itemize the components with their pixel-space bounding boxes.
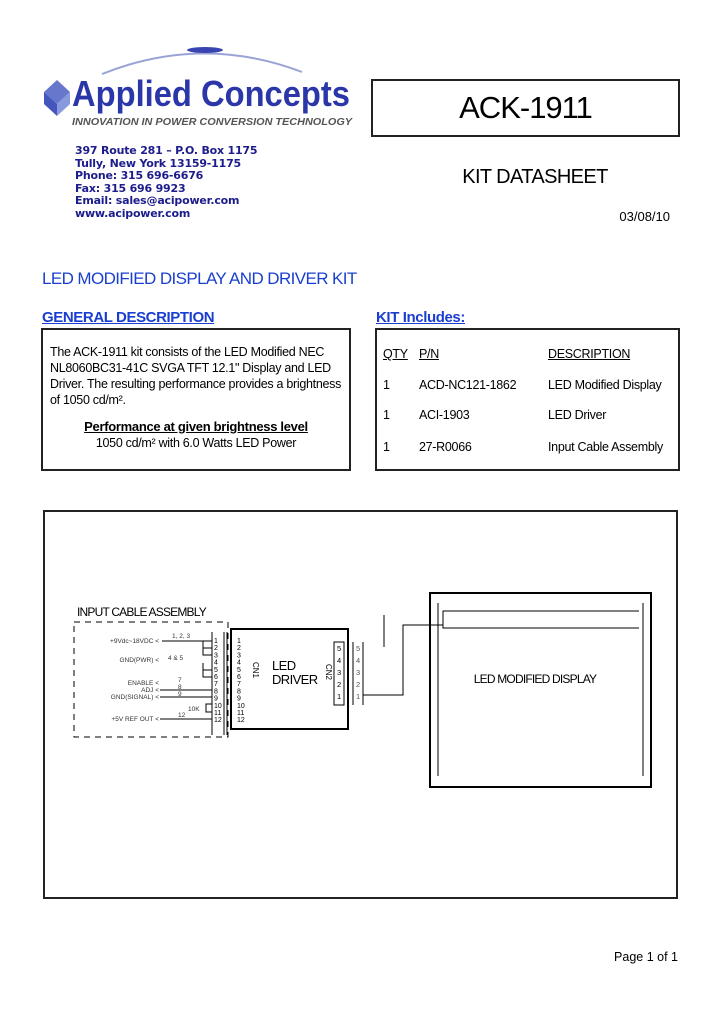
row-1-description: LED Modified Display [548,378,662,392]
pin-group-ref: 12 [178,712,186,719]
cable-pin-4: 4 [214,659,218,667]
email-link[interactable]: Email: sales@acipower.com [75,194,240,207]
cn2-pin-5: 5 [337,644,342,653]
driver-label-line-1: LED [272,658,296,673]
display-cable-pin-4: 4 [356,656,361,665]
cn1-pin-2: 2 [237,645,241,653]
row-2-description: LED Driver [548,408,607,422]
cn1-pin-11: 11 [237,710,245,717]
row-3-description: Input Cable Assembly [548,440,663,454]
display-cable-pin-3: 3 [356,668,361,677]
cn1-pin-8: 8 [237,688,241,696]
cn2-pin-2: 2 [337,680,342,689]
cable-pin-7: 7 [214,681,218,689]
cn1-pin-3: 3 [237,652,241,660]
cable-assembly-title: INPUT CABLE ASSEMBLY [77,605,206,619]
part-number-box [371,79,680,137]
row-3-qty: 1 [383,440,390,454]
cn1-pin-7: 7 [237,681,241,689]
cn1-pin-9: 9 [237,695,241,703]
resistor-label: 10K [188,706,200,713]
column-header-description: DESCRIPTION [548,347,631,361]
performance-heading: Performance at given brightness level [84,419,308,434]
cn2-pin-3: 3 [337,668,342,677]
cable-pin-2: 2 [214,645,218,653]
signal-gnd-pwr: GND(PWR) < [119,657,159,664]
signal-adj: ADJ < [141,687,159,694]
row-2-qty: 1 [383,408,390,422]
column-header-pn: P/N [419,347,439,361]
wiring-diagram [44,511,677,898]
cable-pin-3: 3 [214,652,218,660]
kit-includes-table [375,328,680,471]
row-2-pn: ACI-1903 [419,408,470,422]
signal-gnd-signal: GND(SIGNAL) < [110,694,159,701]
cable-pin-5: 5 [214,666,218,674]
cn1-pin-6: 6 [237,674,241,681]
general-description-box [41,328,351,471]
pin-group-gnd-signal: 9 [178,691,182,698]
general-description-heading: GENERAL DESCRIPTION [42,309,215,326]
signal-enable: ENABLE < [127,680,159,687]
address-line-2: Tully, New York 13159-1175 [75,156,241,170]
description-line-4: of 1050 cd/m². [50,393,126,407]
address-line-1: 397 Route 281 – P.O. Box 1175 [75,144,258,157]
pin-group-power: 1, 2, 3 [172,633,191,640]
driver-label-line-2: DRIVER [272,672,318,687]
cable-pin-1: 1 [214,638,218,645]
cn2-pin-4: 4 [337,656,342,665]
cn2-pin-1: 1 [337,692,342,701]
pin-group-adj: 8 [178,684,182,691]
cn1-pin-1: 1 [237,638,241,645]
cn1-label: CN1 [251,662,260,679]
row-1-qty: 1 [383,378,390,392]
display-label: LED MODIFIED DISPLAY [473,672,597,686]
company-logo [42,44,357,134]
cn2-label: CN2 [324,664,333,681]
cn1-pin-5: 5 [237,666,241,674]
website-link[interactable]: www.acipower.com [75,206,191,220]
kit-includes-heading: KIT Includes: [376,309,465,326]
cable-pin-8: 8 [214,688,218,696]
display-cable-pin-5: 5 [356,644,361,653]
row-1-pn: ACD-NC121-1862 [419,378,517,392]
cable-pin-12: 12 [214,717,222,725]
fax: Fax: 315 696 9923 [75,181,186,195]
page-number: Page 1 of 1 [614,950,678,964]
display-box [430,593,651,787]
cable-pin-9: 9 [214,695,218,703]
description-line-1: The ACK-1911 kit consists of the LED Modified NEC [50,345,325,359]
signal-power: +9Vdc~18VDC < [110,638,159,645]
kit-title: LED MODIFIED DISPLAY AND DRIVER KIT [42,269,357,288]
doc-date: 03/08/10 [619,209,670,224]
row-3-pn: 27-R0066 [419,440,472,454]
phone: Phone: 315 696-6676 [75,169,204,182]
column-header-qty: QTY [383,347,408,361]
cable-pin-10: 10 [214,702,222,710]
display-cable-pin-2: 2 [356,680,361,689]
pin-group-gnd: 4 & 5 [168,655,184,662]
doc-type: KIT DATASHEET [462,166,608,188]
part-number: ACK-1911 [459,90,592,125]
pin-group-enable: 7 [178,677,182,684]
cn1-pin-4: 4 [237,659,241,667]
description-line-3: Driver. The resulting performance provides a brightness [50,377,342,391]
display-cable-pin-1: 1 [356,692,361,701]
signal-5v-ref: +5V REF OUT < [111,716,159,723]
logo-wordmark: Applied Concepts [72,73,350,114]
logo-tagline: INNOVATION IN POWER CONVERSION TECHNOLOGY [72,116,354,128]
cn1-pin-12: 12 [237,717,245,725]
cable-pin-11: 11 [214,710,222,717]
cn1-pin-10: 10 [237,702,245,710]
cable-pin-6: 6 [214,674,218,681]
description-line-2: NL8060BC31-41C SVGA TFT 12.1" Display and LED [50,361,331,375]
performance-text: 1050 cd/m² with 6.0 Watts LED Power [95,436,297,450]
